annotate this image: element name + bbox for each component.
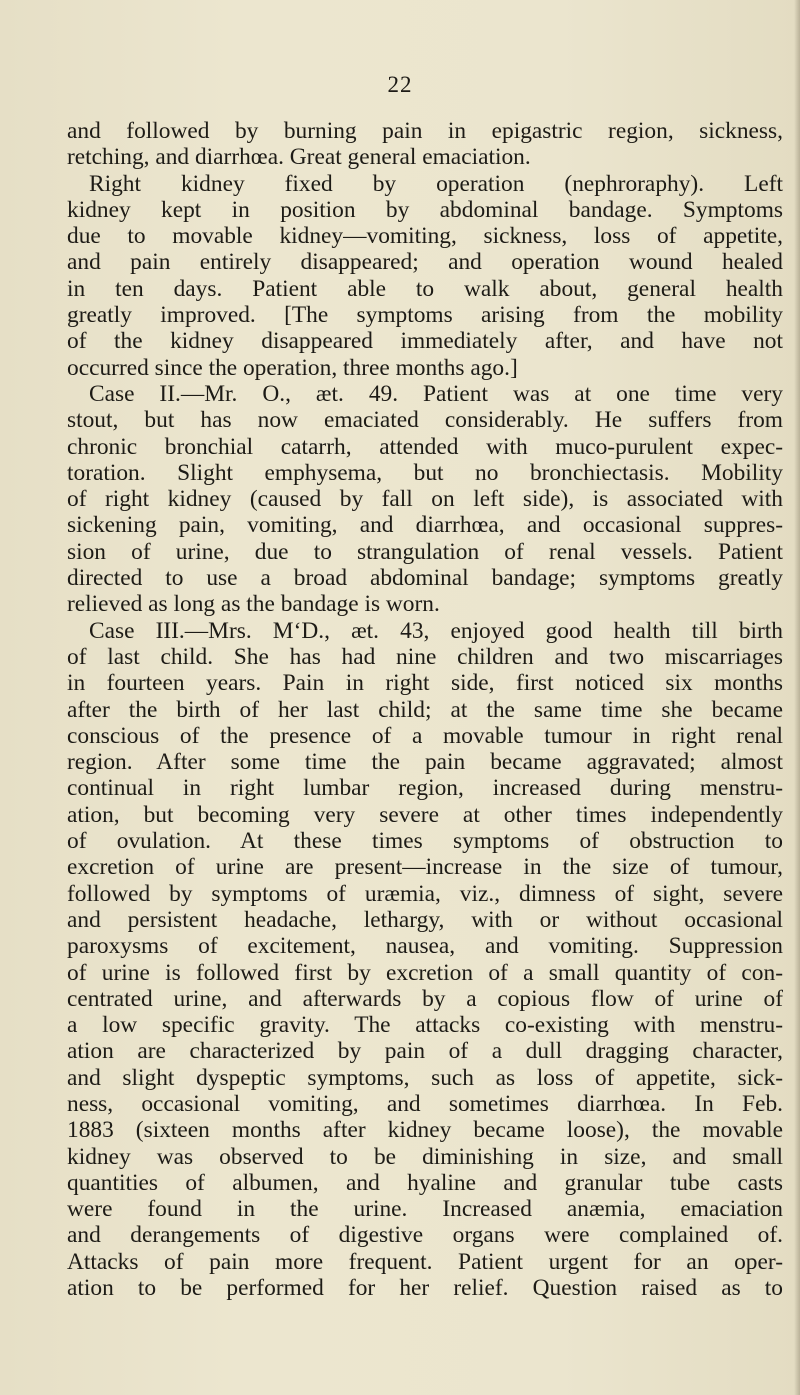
text-line: sion of urine, due to strangulation of renal vessels. Patient [67, 538, 783, 565]
text-line: kidney was observed to be diminishing in size, and small [67, 1143, 783, 1170]
text-line: in ten days. Patient able to walk about, general health [67, 275, 783, 302]
text-line: of last child. She has had nine children and two miscarriages [67, 643, 783, 670]
text-line: and slight dyspeptic symptoms, such as loss of appetite, sick- [67, 1064, 783, 1091]
text-line: and derangements of digestive organs were complained of. [67, 1222, 783, 1249]
text-line: of urine is followed first by excretion of a small quantity of con- [67, 959, 783, 986]
text-line: in fourteen years. Pain in right side, first noticed six months [67, 670, 783, 697]
text-line: 1883 (sixteen months after kidney became loose), the movable [67, 1117, 783, 1144]
text-line: and persistent headache, lethargy, with or without occasional [67, 906, 783, 933]
text-line: relieved as long as the bandage is worn. [67, 591, 440, 618]
text-line: conscious of the presence of a movable tumour in right renal [67, 722, 783, 749]
text-line: occurred since the operation, three months ago.] [67, 354, 518, 381]
text-line: region. After some time the pain became aggravated; almost [67, 749, 783, 776]
text-line: ness, occasional vomiting, and sometimes diarrhœa. In Feb. [67, 1090, 783, 1117]
text-line: greatly improved. [The symptoms arising from the mobility [67, 302, 783, 329]
text-line: quantities of albumen, and hyaline and granular tube casts [67, 1169, 783, 1196]
text-line: ation, but becoming very severe at other times independently [67, 801, 783, 828]
text-line: after the birth of her last child; at the same time she became [67, 696, 783, 723]
text-line: followed by symptoms of uræmia, viz., dimness of sight, severe [67, 880, 783, 907]
text-line: Attacks of pain more frequent. Patient urgent for an oper- [67, 1248, 783, 1275]
text-line: and followed by burning pain in epigastric region, sickness, [67, 118, 783, 144]
text-line: chronic bronchial catarrh, attended with muco-purulent expec- [67, 433, 783, 460]
text-line: continual in right lumbar region, increased during menstru- [67, 775, 783, 802]
text-line: Right kidney fixed by operation (nephroraphy). Left [89, 170, 783, 197]
text-line: retching, and diarrhœa. Great general emaciation. [67, 144, 531, 171]
page-edge-shadow [794, 0, 800, 1395]
text-line: centrated urine, and afterwards by a copious flow of urine of [67, 985, 783, 1012]
text-line: Case II.—Mr. O., æt. 49. Patient was at one time very [89, 380, 783, 407]
text-line: of ovulation. At these times symptoms of obstruction to [67, 828, 783, 855]
text-line: stout, but has now emaciated considerably. He suffers from [67, 407, 783, 434]
text-line: ation to be performed for her relief. Question raised as to [67, 1275, 783, 1302]
text-line: paroxysms of excitement, nausea, and vomiting. Suppression [67, 933, 783, 960]
page-number: 22 [387, 72, 413, 97]
text-line: were found in the urine. Increased anæmia, emaciation [67, 1196, 783, 1223]
text-line: of right kidney (caused by fall on left side), is associated with [67, 486, 783, 513]
text-line: Case III.—Mrs. M‘D., æt. 43, enjoyed good health till birth [89, 617, 783, 644]
text-line: directed to use a broad abdominal bandage; symptoms greatly [67, 565, 783, 592]
body-text [67, 118, 783, 1301]
text-line: and pain entirely disappeared; and operation wound healed [67, 249, 783, 276]
text-line: of the kidney disappeared immediately after, and have not [67, 328, 783, 355]
text-line: due to movable kidney—vomiting, sickness, loss of appetite, [67, 223, 783, 250]
text-line: ation are characterized by pain of a dull dragging character, [67, 1038, 783, 1065]
text-line: excretion of urine are present—increase in the size of tumour, [67, 854, 783, 881]
text-line: sickening pain, vomiting, and diarrhœa, and occasional suppres- [67, 512, 783, 539]
text-line: a low specific gravity. The attacks co-existing with menstru- [67, 1012, 783, 1039]
text-line: toration. Slight emphysema, but no bronchiectasis. Mobility [67, 459, 783, 486]
text-line: kidney kept in position by abdominal bandage. Symptoms [67, 196, 783, 223]
